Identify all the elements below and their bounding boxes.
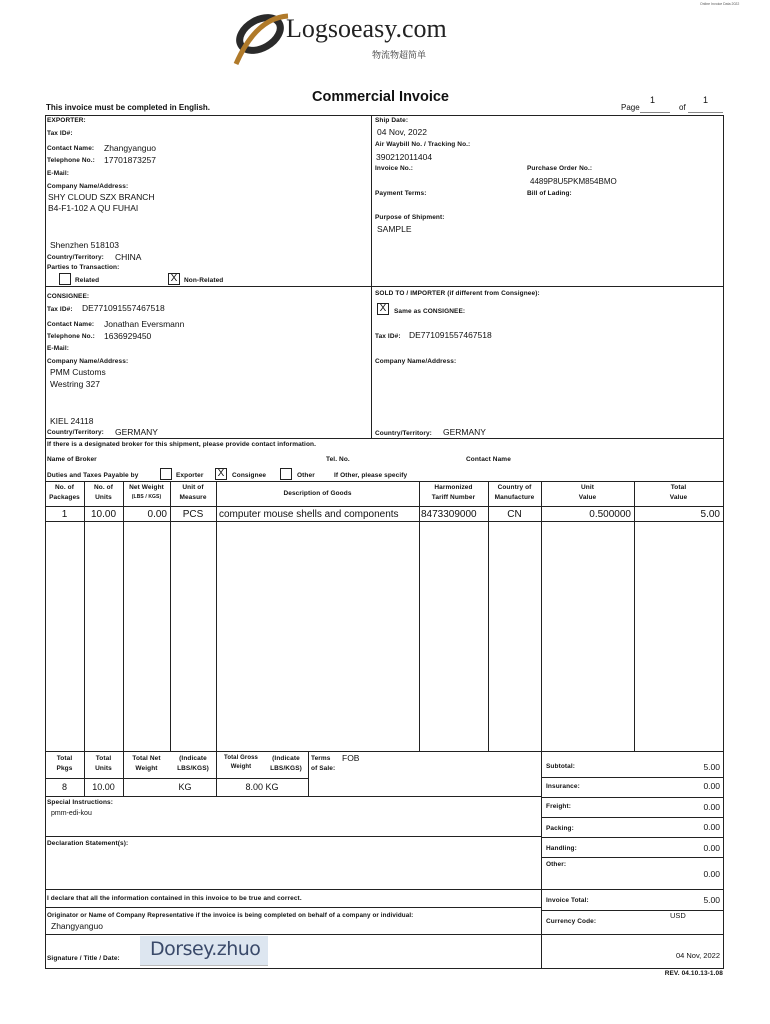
consignee-header: CONSIGNEE: — [47, 293, 90, 300]
duties-other-label: Other — [297, 472, 315, 479]
special-instructions-label: Special Instructions: — [47, 799, 114, 806]
consignee-city: KIEL 24118 — [50, 416, 94, 426]
related-label: Related — [75, 277, 100, 284]
col-packages-header: No. of Packages — [49, 484, 80, 501]
exporter-contact-label: Contact Name: — [47, 145, 95, 152]
signature-label: Signature / Title / Date: — [47, 955, 120, 962]
sold-to-country-label: Country/Territory: — [375, 430, 432, 437]
packing-label: Packing: — [546, 825, 574, 832]
total-pkgs-header: Total Pkgs — [56, 755, 73, 772]
broker-contact-label: Contact Name — [466, 456, 511, 463]
consignee-company-label: Company Name/Address: — [47, 358, 129, 365]
page-number: 1 — [650, 95, 656, 105]
sold-to-header: SOLD TO / IMPORTER (if different from Consignee): — [375, 290, 540, 297]
total-indicate1-header: (Indicate LBS/KGS) — [177, 755, 209, 772]
declare-text: I declare that all the information contained in this invoice to be true and correct. — [47, 895, 302, 902]
col-total-value-header: Total Value — [669, 484, 688, 501]
total-gross-header: Total Gross Weight — [224, 755, 258, 770]
consignee-tax: DE771091557467518 — [82, 303, 165, 313]
exporter-phone-label: Telephone No.: — [47, 157, 95, 164]
english-note: This invoice must be completed in English. — [46, 103, 211, 112]
originator-name: Zhangyanguo — [51, 921, 103, 931]
other-label: Other: — [546, 861, 567, 868]
consignee-address-line1: PMM Customs — [50, 367, 106, 377]
signature-date: 04 Nov, 2022 — [675, 951, 720, 960]
same-as-consignee-label: Same as CONSIGNEE: — [394, 308, 466, 315]
sold-to-tax-label: Tax ID#: — [375, 333, 401, 340]
total-net-weight-header: Total Net Weight — [132, 755, 161, 772]
exporter-phone: 17701873257 — [104, 155, 157, 165]
consignee-country: GERMANY — [115, 427, 158, 437]
total-gross-weight: 8.00 KG — [245, 782, 279, 792]
exporter-city: Shenzhen 518103 — [50, 240, 120, 250]
insurance-value: 0.00 — [703, 781, 720, 791]
exporter-contact: Zhangyanguo — [104, 143, 156, 153]
freight-label: Freight: — [546, 803, 571, 810]
handling-value: 0.00 — [703, 843, 720, 853]
consignee-phone: 1636929450 — [104, 331, 152, 341]
nonrelated-label: Non-Related — [184, 277, 224, 284]
total-pkgs: 8 — [61, 782, 67, 792]
broker-tel-label: Tel. No. — [326, 456, 350, 463]
invoice-no-label: Invoice No.: — [375, 165, 414, 172]
total-units-header: Total Units — [95, 755, 112, 772]
currency-value: USD — [670, 911, 686, 920]
awb-number: 390212011404 — [376, 152, 433, 162]
currency-label: Currency Code: — [546, 918, 597, 925]
page-of-label: of — [679, 103, 686, 112]
duties-consignee-label: Consignee — [232, 472, 267, 479]
subtotal-value: 5.00 — [703, 762, 720, 772]
total-units: 10.00 — [92, 782, 115, 792]
row-net-weight: 0.00 — [147, 509, 167, 520]
exporter-header: EXPORTER: — [47, 117, 86, 124]
consignee-contact-label: Contact Name: — [47, 321, 95, 328]
row-unit-value: 0.500000 — [589, 509, 631, 520]
sold-to-country: GERMANY — [443, 427, 486, 437]
logo-subtitle: 物流物超简单 — [372, 50, 427, 60]
handling-label: Handling: — [546, 845, 577, 852]
row-description: computer mouse shells and components — [219, 509, 399, 520]
consignee-address-line2: Westring 327 — [50, 379, 100, 389]
broker-note: If there is a designated broker for this shipment, please provide contact information. — [47, 441, 317, 448]
page-total: 1 — [703, 95, 709, 105]
logo-brand: Logsoeasy.com — [286, 14, 447, 43]
other-value: 0.00 — [703, 869, 720, 879]
col-desc-header: Description of Goods — [283, 490, 352, 497]
invoice-total-value: 5.00 — [703, 895, 720, 905]
freight-value: 0.00 — [703, 802, 720, 812]
exporter-address-line1: SHY CLOUD SZX BRANCH — [48, 192, 155, 202]
duties-exporter-checkbox[interactable] — [160, 468, 172, 480]
broker-name-label: Name of Broker — [47, 456, 97, 463]
duties-other-specify: If Other, please specify — [334, 472, 408, 479]
purpose-label: Purpose of Shipment: — [375, 214, 445, 221]
terms-of-sale: FOB — [342, 753, 360, 763]
exporter-address-line2: B4-F1-102 A QU FUHAI — [48, 203, 139, 213]
consignee-tax-label: Tax ID#: — [47, 306, 73, 313]
col-uom-header: Unit of Measure — [179, 484, 207, 501]
originator-label: Originator or Name of Company Representative if the invoice is being completed on behalf of a company or individual: — [47, 912, 414, 919]
row-origin: CN — [507, 509, 522, 520]
purpose-value: SAMPLE — [377, 224, 412, 234]
related-checkbox[interactable] — [59, 273, 71, 285]
corner-text: Online Invoice Data 2022 — [700, 2, 740, 6]
ship-date: 04 Nov, 2022 — [377, 127, 427, 137]
page-label: Page — [621, 103, 640, 112]
exporter-email-label: E-Mail: — [47, 170, 70, 177]
row-hts: 8473309000 — [421, 509, 477, 520]
signature-stamp — [140, 936, 268, 966]
consignee-phone-label: Telephone No.: — [47, 333, 95, 340]
duties-consignee-checkbox[interactable]: X — [215, 468, 227, 480]
duties-label: Duties and Taxes Payable by — [47, 472, 139, 479]
exporter-country: CHINA — [115, 252, 142, 262]
exporter-tax-label: Tax ID#: — [47, 130, 73, 137]
row-uom: PCS — [182, 509, 204, 520]
row-packages: 1 — [61, 509, 68, 520]
total-indicate2-header: (Indicate LBS/KGS) — [270, 755, 302, 772]
sold-to-tax: DE771091557467518 — [409, 330, 492, 340]
packing-value: 0.00 — [703, 822, 720, 832]
row-total-value: 5.00 — [700, 509, 720, 520]
col-hts-header: Harmonized Tariff Number — [431, 484, 476, 501]
terms-of-sale-label: Terms of Sale: — [311, 755, 336, 772]
exporter-company-label: Company Name/Address: — [47, 183, 129, 190]
awb-label: Air Waybill No. / Tracking No.: — [375, 141, 471, 148]
bol-label: Bill of Lading: — [527, 190, 572, 197]
declaration-label: Declaration Statement(s): — [47, 840, 129, 847]
same-as-consignee-checkbox[interactable]: X — [377, 303, 389, 315]
company-logo — [222, 6, 462, 70]
revision-number: REV. 04.10.13-1.08 — [664, 970, 723, 977]
col-units-header: No. of Units — [93, 484, 113, 501]
parties-label: Parties to Transaction: — [47, 264, 120, 271]
row-units: 10.00 — [90, 509, 117, 520]
consignee-email-label: E-Mail: — [47, 345, 70, 352]
subtotal-label: Subtotal: — [546, 763, 576, 770]
col-unit-value-header: Unit Value — [578, 484, 597, 501]
nonrelated-checkbox[interactable]: X — [168, 273, 180, 285]
signature-name: Dorsey.zhuo — [150, 938, 261, 960]
insurance-label: Insurance: — [546, 783, 580, 790]
consignee-country-label: Country/Territory: — [47, 429, 104, 436]
po-number: 4489P8U5PKM854BMO — [530, 177, 617, 186]
duties-other-checkbox[interactable] — [280, 468, 292, 480]
total-net-unit: KG — [178, 782, 192, 792]
invoice-title: Commercial Invoice — [312, 89, 449, 105]
col-netweight-header: Net Weight (LBS / KGS) — [129, 484, 164, 500]
sold-to-company-label: Company Name/Address: — [375, 358, 457, 365]
col-origin-header: Country of Manufacture — [494, 484, 535, 501]
payment-terms-label: Payment Terms: — [375, 190, 427, 197]
duties-exporter-label: Exporter — [176, 472, 204, 479]
exporter-country-label: Country/Territory: — [47, 254, 104, 261]
consignee-contact: Jonathan Eversmann — [104, 319, 185, 329]
invoice-total-label: Invoice Total: — [546, 897, 589, 904]
ship-date-label: Ship Date: — [375, 117, 409, 124]
po-label: Purchase Order No.: — [527, 165, 593, 172]
special-instructions-value: pmm-edi-kou — [51, 810, 92, 817]
